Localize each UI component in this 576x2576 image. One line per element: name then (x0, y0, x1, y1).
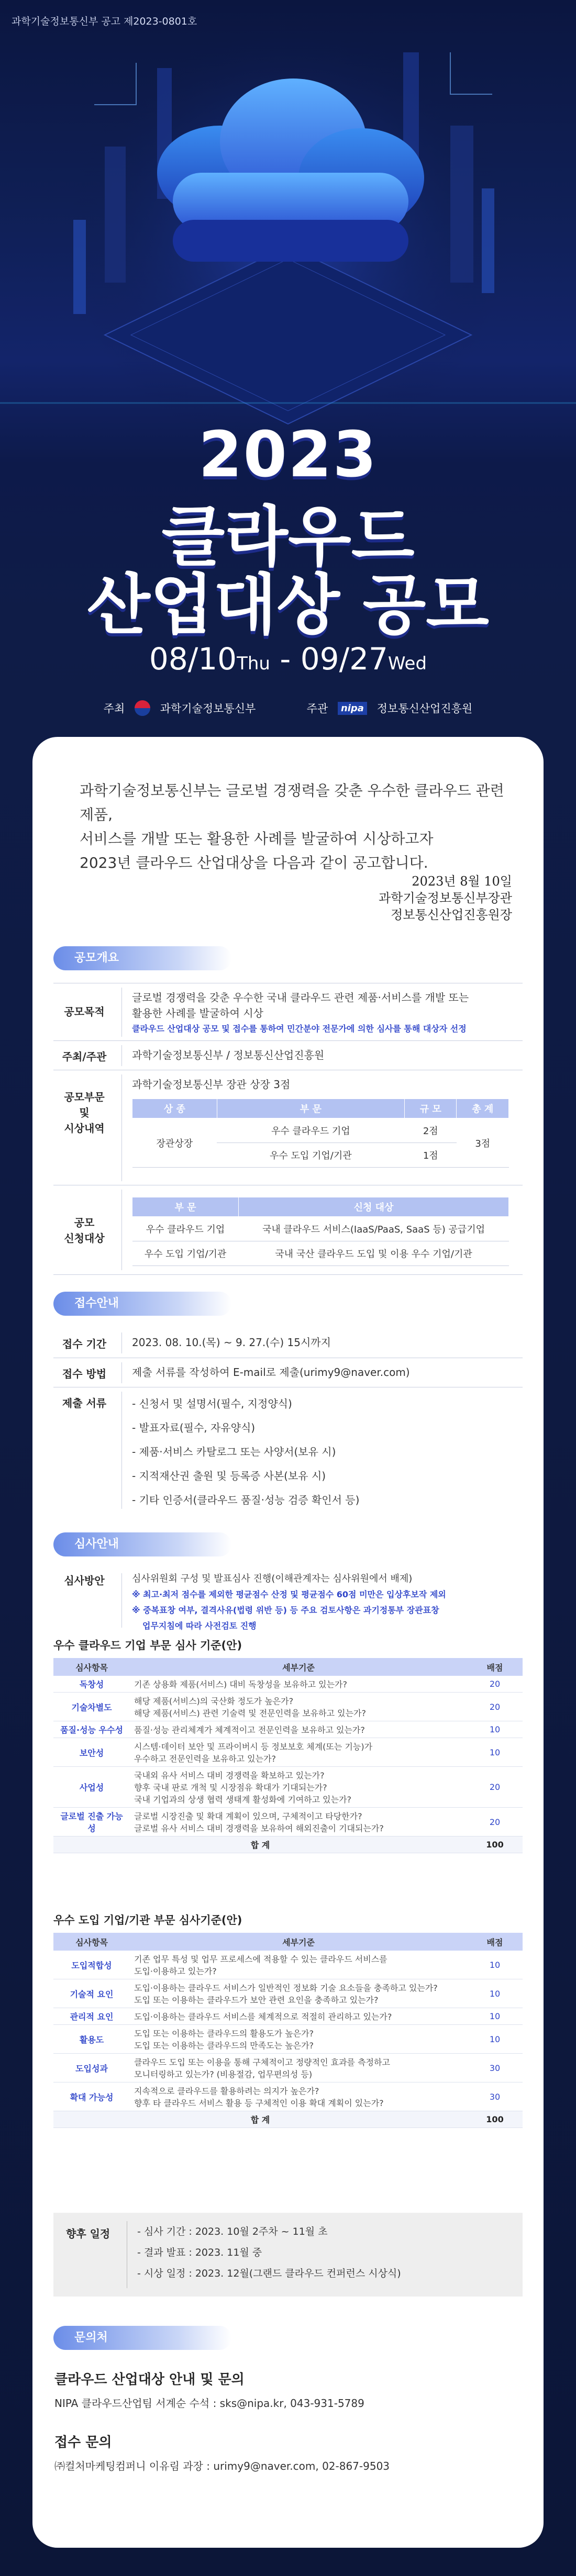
eval-criterion: 해당 제품(서비스)의 국산화 정도가 높은가? (134, 1696, 294, 1706)
content-card (32, 737, 544, 2548)
purpose-text: 활용한 사례를 발굴하여 시상 (132, 1007, 263, 1020)
organizer-label: 주관 (306, 702, 328, 715)
eval-category: 활용도 (53, 2025, 130, 2054)
purpose-text: 글로벌 경쟁력을 갖춘 우수한 국내 클라우드 관련 제품·서비스를 개발 또는 (132, 991, 469, 1004)
doc-item: - 기타 인증서(클라우드 품질·성능 검증 확인서 등) (132, 1494, 360, 1506)
eval-sum-label: 합 계 (53, 1836, 467, 1853)
eval-criterion: 기존 업무 특성 및 업무 프로세스에 적용할 수 있는 클라우드 서비스를 (134, 1954, 387, 1964)
eval-category: 관리적 요인 (53, 2008, 130, 2025)
row-label: 접수 기간 (62, 1338, 107, 1350)
eval-points: 10 (467, 1721, 523, 1738)
row-label: 심사방안 (64, 1574, 105, 1587)
notice-number: 과학기술정보통신부 공고 제2023-0801호 (12, 16, 197, 27)
eval-header: 세부기준 (130, 1658, 467, 1676)
eval-points: 10 (467, 2008, 523, 2025)
eval-criterion: 도입·이용하고 있는가? (134, 1966, 217, 1976)
period-separator: - (270, 641, 301, 677)
target-desc: 국내 국산 클라우드 도입 및 이용 우수 기업/기관 (239, 1241, 509, 1266)
host-label: 주최 (103, 702, 125, 715)
table-row-total (53, 2111, 523, 2128)
schedule-item: - 심사 기간 : 2023. 10월 2주차 ~ 11월 초 (137, 2226, 328, 2237)
eval-criterion: 국내외 유사 서비스 대비 경쟁력을 확보하고 있는가? (134, 1771, 325, 1780)
nipa-logo: nipa (338, 702, 367, 715)
award-size: 2점 (404, 1118, 457, 1143)
row-host (53, 1040, 523, 1070)
section-heading-contact: 문의처 (53, 2326, 231, 2350)
method-value: 제출 서류를 작성하여 E-mail로 제출(urimy9@naver.com) (132, 1366, 410, 1379)
eval-criterion: 도입 또는 이용하는 클라우드가 보안 관련 요인을 충족하고 있는가? (134, 1995, 379, 2005)
eval-cloud-table (53, 1658, 523, 1853)
contact-heading-2: 접수 문의 (54, 2435, 112, 2450)
contact-heading-1: 클라우드 산업대상 안내 및 문의 (54, 2372, 245, 2388)
period-start: 08/10 (149, 641, 237, 677)
period-end: 09/27 (300, 641, 388, 677)
eval-criterion: 품질·성능 관리체계가 체계적이고 전문인력을 보유하고 있는가? (134, 1725, 365, 1735)
eval-criterion: 향후 국내 판로 개척 및 시장점유 확대가 기대되는가? (134, 1783, 327, 1793)
award-table-header: 규 모 (404, 1099, 457, 1118)
announce-date: 2023년 8월 10일 (412, 874, 512, 889)
eval-points: 20 (467, 1676, 523, 1693)
eval-header: 심사항목 (53, 1658, 130, 1676)
eval-category: 기술차별도 (53, 1693, 130, 1721)
award-table (132, 1099, 509, 1168)
intro-line: 2023년 클라우드 산업대상을 다음과 같이 공고합니다. (80, 854, 428, 871)
intro-line: 서비스를 개발 또는 활용한 사례를 발굴하여 시상하고자 (80, 830, 434, 847)
eval-sum-label: 합 계 (53, 2111, 467, 2128)
doc-item: - 신청서 및 설명서(필수, 지정양식) (132, 1397, 292, 1410)
row-target (53, 1185, 523, 1275)
row-label: 공모 (74, 1216, 95, 1229)
eval-criterion: 클라우드 도입 또는 이용을 통해 구체적이고 정량적인 효과를 측정하고 (134, 2057, 390, 2067)
target-table-header: 신청 대상 (239, 1197, 509, 1217)
review-note: ※ 최고·최저 점수를 제외한 평균점수 산정 및 평균점수 60점 미만은 입상후보작 제외 (132, 1589, 446, 1599)
eval-points: 10 (467, 1979, 523, 2008)
table-row-total (53, 1836, 523, 1853)
award-field: 우수 도입 기업/기관 (217, 1143, 404, 1168)
eval-points: 10 (467, 2025, 523, 2054)
table-row (53, 2008, 523, 2025)
eval-criterion: 글로벌 유사 서비스 대비 경쟁력을 보유하여 해외진출이 기대되는가? (134, 1823, 384, 1833)
period-value: 2023. 08. 10.(목) ~ 9. 27.(수) 15시까지 (132, 1336, 331, 1349)
table-row (53, 2082, 523, 2111)
review-method-value: 심사위원회 구성 및 발표심사 진행(이해관계자는 심사위원에서 배제) (132, 1573, 413, 1584)
doc-item: - 제품·서비스 카탈로그 또는 사양서(보유 시) (132, 1446, 336, 1458)
eval-criterion: 도입·이용하는 클라우드 서비스가 일반적인 정보화 기술 요소들을 충족하고 있는가? (134, 1983, 438, 1993)
row-label: 시상내역 (64, 1122, 105, 1135)
schedule-label: 향후 일정 (66, 2227, 110, 2240)
eval-category: 보안성 (53, 1738, 130, 1767)
period-end-day: Wed (387, 653, 427, 674)
eval-header: 배점 (467, 1658, 523, 1676)
row-label: 접수 방법 (62, 1368, 107, 1380)
eval-points: 20 (467, 1693, 523, 1721)
eval-criterion: 글로벌 시장진출 및 확대 계획이 있으며, 구체적이고 타당한가? (134, 1811, 362, 1821)
period (0, 641, 576, 677)
eval-criterion: 도입·이용하는 클라우드 서비스를 체계적으로 적절히 관리하고 있는가? (134, 2012, 392, 2022)
schedule-item: - 시상 일정 : 2023. 12월(그랜드 클라우드 컨퍼런스 시상식) (137, 2268, 401, 2279)
table-row (53, 1767, 523, 1808)
award-type: 장관상장 (132, 1118, 217, 1168)
row-purpose (53, 983, 523, 1041)
award-value: 과학기술정보통신부 장관 상장 3점 (132, 1078, 291, 1091)
organizer-name: 정보통신산업진흥원 (376, 702, 473, 715)
row-review-method (53, 1569, 523, 1632)
eval-criterion: 시스템·데이터 보안 및 프라이버시 등 정보보호 체계(또는 기능)가 (134, 1742, 373, 1752)
schedule-item: - 결과 발표 : 2023. 11월 중 (137, 2247, 262, 2258)
table-row (53, 1693, 523, 1721)
row-method (53, 1358, 523, 1387)
award-total: 3점 (457, 1118, 509, 1168)
table-row (53, 1808, 523, 1836)
signature-block (379, 873, 512, 923)
row-period (53, 1328, 523, 1358)
eval-adopt-table (53, 1933, 523, 2128)
period-start-day: Thu (237, 653, 270, 674)
title-line-1: 클라우드 (161, 499, 415, 575)
target-table (132, 1197, 509, 1266)
review-note: 업무지침에 따라 사전검토 진행 (142, 1621, 257, 1631)
eval-cloud-title: 우수 클라우드 기업 부문 심사 기준(안) (53, 1639, 242, 1652)
doc-item: - 발표자료(필수, 자유양식) (132, 1421, 256, 1434)
section-heading-overview: 공모개요 (53, 946, 231, 970)
eval-criterion: 향후 타 클라우드 서비스 활용 등 구체적인 이용 확대 계획이 있는가? (134, 2098, 384, 2108)
eval-points: 20 (467, 1808, 523, 1836)
target-table-header: 부 문 (132, 1197, 239, 1217)
eval-sum-value: 100 (467, 1836, 523, 1853)
purpose-note: 클라우드 산업대상 공모 및 접수를 통하여 민간분야 전문가에 의한 심사를 통해 대상자 선정 (132, 1024, 467, 1034)
eval-category: 도입적합성 (53, 1951, 130, 1979)
eval-points: 20 (467, 1767, 523, 1808)
signatory: 정보통신산업진흥원장 (391, 908, 512, 922)
eval-criterion: 도입 또는 이용하는 클라우드의 만족도는 높은가? (134, 2041, 314, 2051)
eval-adopt-title: 우수 도입 기업/기관 부문 심사기준(안) (53, 1914, 242, 1927)
intro-text (80, 779, 509, 875)
eval-sum-value: 100 (467, 2111, 523, 2128)
table-row (53, 2025, 523, 2054)
row-docs (53, 1387, 523, 1513)
eval-criterion: 해당 제품(서비스) 관련 기술력 및 전문인력을 보유하고 있는가? (134, 1708, 366, 1718)
eval-points: 10 (467, 1951, 523, 1979)
signatory: 과학기술정보통신부장관 (378, 891, 512, 905)
table-row (53, 1951, 523, 1979)
eval-criterion: 우수하고 전문인력을 보유하고 있는가? (134, 1754, 276, 1764)
table-row (53, 1676, 523, 1693)
row-label: 및 (79, 1106, 90, 1119)
section-heading-review: 심사안내 (53, 1532, 231, 1556)
table-row (53, 1979, 523, 2008)
target-desc: 국내 클라우드 서비스(IaaS/PaaS, SaaS 등) 공급기업 (239, 1217, 509, 1241)
award-size: 1점 (404, 1143, 457, 1168)
row-label: 공모부문 (64, 1091, 105, 1103)
intro-line: 과학기술정보통신부는 글로벌 경쟁력을 갖춘 우수한 클라우드 관련 제품, (80, 782, 504, 823)
award-field: 우수 클라우드 기업 (217, 1118, 404, 1143)
target-field: 우수 클라우드 기업 (132, 1217, 239, 1241)
row-label: 공모목적 (64, 1005, 105, 1018)
table-row (53, 1721, 523, 1738)
row-label: 제출 서류 (62, 1397, 107, 1409)
eval-category: 기술적 요인 (53, 1979, 130, 2008)
award-table-header: 부 문 (217, 1099, 404, 1118)
award-table-header: 상 종 (132, 1099, 217, 1118)
table-row (53, 1738, 523, 1767)
eval-category: 독창성 (53, 1676, 130, 1693)
eval-criterion: 도입 또는 이용하는 클라우드의 활용도가 높은가? (134, 2029, 314, 2039)
table-row (53, 2054, 523, 2082)
eval-criterion: 모니터링하고 있는가? (비용절감, 업무편의성 등) (134, 2069, 313, 2079)
eval-criterion: 지속적으로 클라우드를 활용하려는 의지가 높은가? (134, 2086, 319, 2096)
eval-category: 도입성과 (53, 2054, 130, 2082)
eval-points: 10 (467, 1738, 523, 1767)
eval-criterion: 기존 상용화 제품(서비스) 대비 독창성을 보유하고 있는가? (134, 1679, 347, 1689)
eval-header: 세부기준 (130, 1933, 467, 1951)
hosts (0, 700, 576, 716)
host-name: 과학기술정보통신부 (160, 702, 256, 715)
review-note: ※ 중복표창 여부, 결격사유(법령 위반 등) 등 주요 검토사항은 과기정통부 장관표창 (132, 1605, 439, 1615)
eval-points: 30 (467, 2082, 523, 2111)
section-heading-reception: 접수안내 (53, 1292, 231, 1316)
eval-criterion: 국내 기업과의 상생 협력 생태계 활성화에 기여하고 있는가? (134, 1795, 352, 1805)
host-value: 과학기술정보통신부 / 정보통신산업진흥원 (132, 1049, 325, 1061)
eval-category: 글로벌 진출 가능성 (53, 1808, 130, 1836)
eval-category: 품질·성능 우수성 (53, 1721, 130, 1738)
schedule-box (53, 2213, 523, 2297)
hero-banner (0, 0, 576, 722)
eval-header: 배점 (467, 1933, 523, 1951)
contact-text-2: ㈜컬처마케팅컴퍼니 이유림 과장 : urimy9@naver.com, 02-867-9503 (54, 2460, 390, 2472)
row-label: 신청대상 (64, 1232, 105, 1245)
row-label: 주최/주관 (62, 1050, 107, 1063)
eval-category: 확대 가능성 (53, 2082, 130, 2111)
eval-header: 심사항목 (53, 1933, 130, 1951)
eval-points: 30 (467, 2054, 523, 2082)
title-line-2: 산업대상 공모 (86, 567, 490, 643)
target-field: 우수 도입 기업/기관 (132, 1241, 239, 1266)
title-year: 2023 (198, 419, 378, 491)
award-table-header: 총 계 (457, 1099, 509, 1118)
eval-category: 사업성 (53, 1767, 130, 1808)
row-award (53, 1070, 523, 1185)
doc-item: - 지적재산권 출원 및 등록증 사본(보유 시) (132, 1470, 326, 1482)
contact-text-1: NIPA 클라우드산업팀 서계순 수석 : sks@nipa.kr, 043-931-5789 (54, 2397, 364, 2410)
government-emblem-icon (135, 700, 150, 716)
